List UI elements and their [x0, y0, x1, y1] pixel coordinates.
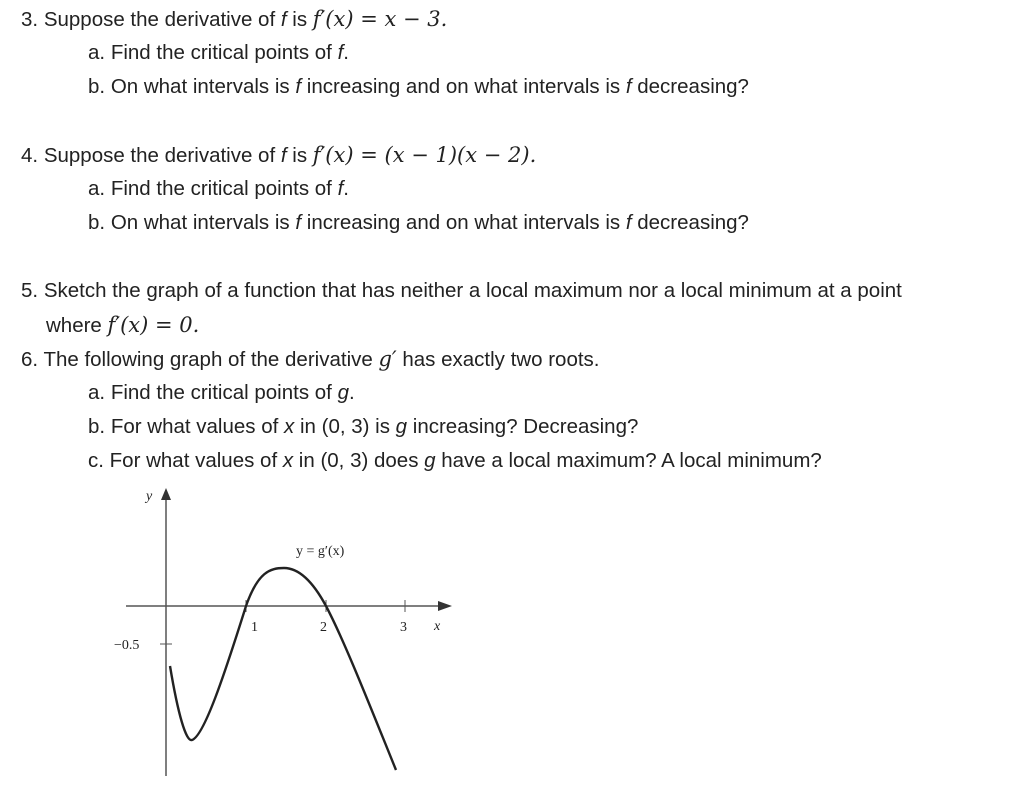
formula-rhs: x − 3. — [384, 7, 448, 31]
problem-number: 6. — [21, 348, 39, 371]
y-axis-label: y — [146, 489, 153, 504]
formula-lhs: f′(x) — [312, 7, 354, 31]
problem-3-part-a — [88, 39, 349, 67]
derivative-curve — [170, 568, 396, 770]
part-text-end: decreasing? — [631, 211, 749, 234]
problem-4-part-b — [88, 209, 749, 237]
part-text-mid: increasing and on what intervals is — [301, 75, 626, 98]
part-text-end: . — [348, 381, 355, 404]
stem-is: is — [286, 8, 313, 31]
derivative-formula — [108, 313, 200, 337]
stem-suffix: has exactly two roots. — [396, 348, 600, 371]
problem-6-part-a — [88, 379, 355, 407]
part-text-mid: increasing and on what intervals is — [301, 211, 626, 234]
part-text-end: . — [343, 41, 349, 64]
part-var: f — [337, 177, 344, 200]
part-label: b. — [88, 75, 106, 98]
part-var: g — [337, 381, 349, 404]
part-label: b. — [88, 415, 106, 438]
part-var: f — [295, 211, 302, 234]
problem-number: 5. — [21, 279, 39, 302]
derivative-graph — [100, 476, 470, 791]
y-axis-arrow-icon — [161, 488, 171, 500]
x-tick-label-3: 3 — [400, 620, 407, 635]
graph-svg — [100, 476, 470, 786]
part-text: On what intervals is — [110, 211, 296, 234]
part-var: x — [284, 415, 295, 438]
formula: f′(x) = 0. — [107, 313, 200, 337]
part-text-mid: in (0, 3) is — [294, 415, 396, 438]
part-label: a. — [88, 381, 106, 404]
problem-4-stem — [21, 141, 536, 170]
part-text-mid: in (0, 3) does — [293, 449, 425, 472]
problem-number: 3. — [21, 8, 39, 31]
part-label: a. — [88, 41, 106, 64]
part-var: f — [295, 75, 302, 98]
part-label: c. — [88, 449, 104, 472]
stem-var: f — [280, 8, 287, 31]
stem-text: Sketch the graph of a function that has neither a local maximum nor a local minimum at a point — [43, 279, 902, 302]
formula-rhs: (x − 1)(x − 2). — [384, 143, 537, 167]
x-tick-label-2: 2 — [320, 620, 327, 635]
x-axis-arrow-icon — [438, 601, 452, 611]
stem-var: g′ — [378, 347, 397, 371]
problem-6-part-b — [88, 413, 638, 441]
problem-6-stem — [21, 345, 600, 374]
stem-text: Suppose the derivative of — [43, 144, 281, 167]
part-var2: f — [625, 211, 632, 234]
part-var: f — [337, 41, 344, 64]
part-var2: f — [625, 75, 632, 98]
part-text: For what values of — [110, 415, 285, 438]
y-tick-label: −0.5 — [114, 638, 140, 653]
formula-lhs: f′(x) — [312, 143, 354, 167]
derivative-formula — [313, 143, 536, 167]
curve-label: y = g′(x) — [296, 544, 345, 559]
stem-text: The following graph of the derivative — [43, 348, 379, 371]
stem-text: where — [46, 314, 108, 337]
part-text: Find the critical points of — [110, 41, 338, 64]
problem-4-part-a — [88, 175, 349, 203]
problem-3-stem — [21, 5, 447, 34]
part-var2: g — [424, 449, 436, 472]
problem-5-line-1 — [21, 277, 902, 305]
problem-5-line-2 — [46, 311, 199, 340]
part-text: For what values of — [109, 449, 283, 472]
part-text-end: . — [343, 177, 349, 200]
part-label: b. — [88, 211, 106, 234]
x-tick-label-1: 1 — [251, 620, 258, 635]
part-text: Find the critical points of — [110, 177, 338, 200]
x-axis-label: x — [434, 619, 441, 634]
part-text-end: decreasing? — [631, 75, 749, 98]
problem-number: 4. — [21, 144, 39, 167]
part-text-end: increasing? Decreasing? — [407, 415, 639, 438]
part-label: a. — [88, 177, 106, 200]
formula-eq: = — [353, 7, 385, 31]
part-text: Find the critical points of — [110, 381, 338, 404]
part-var: x — [282, 449, 294, 472]
stem-text: Suppose the derivative of — [43, 8, 281, 31]
part-var2: g — [395, 415, 408, 438]
stem-var: f — [280, 144, 287, 167]
stem-is: is — [286, 144, 313, 167]
problem-6-part-c — [88, 447, 822, 475]
problem-3-part-b — [88, 73, 749, 101]
part-text: On what intervals is — [110, 75, 296, 98]
formula-eq: = — [353, 143, 385, 167]
part-text-end: have a local maximum? A local minimum? — [435, 449, 822, 472]
derivative-formula — [313, 7, 448, 31]
